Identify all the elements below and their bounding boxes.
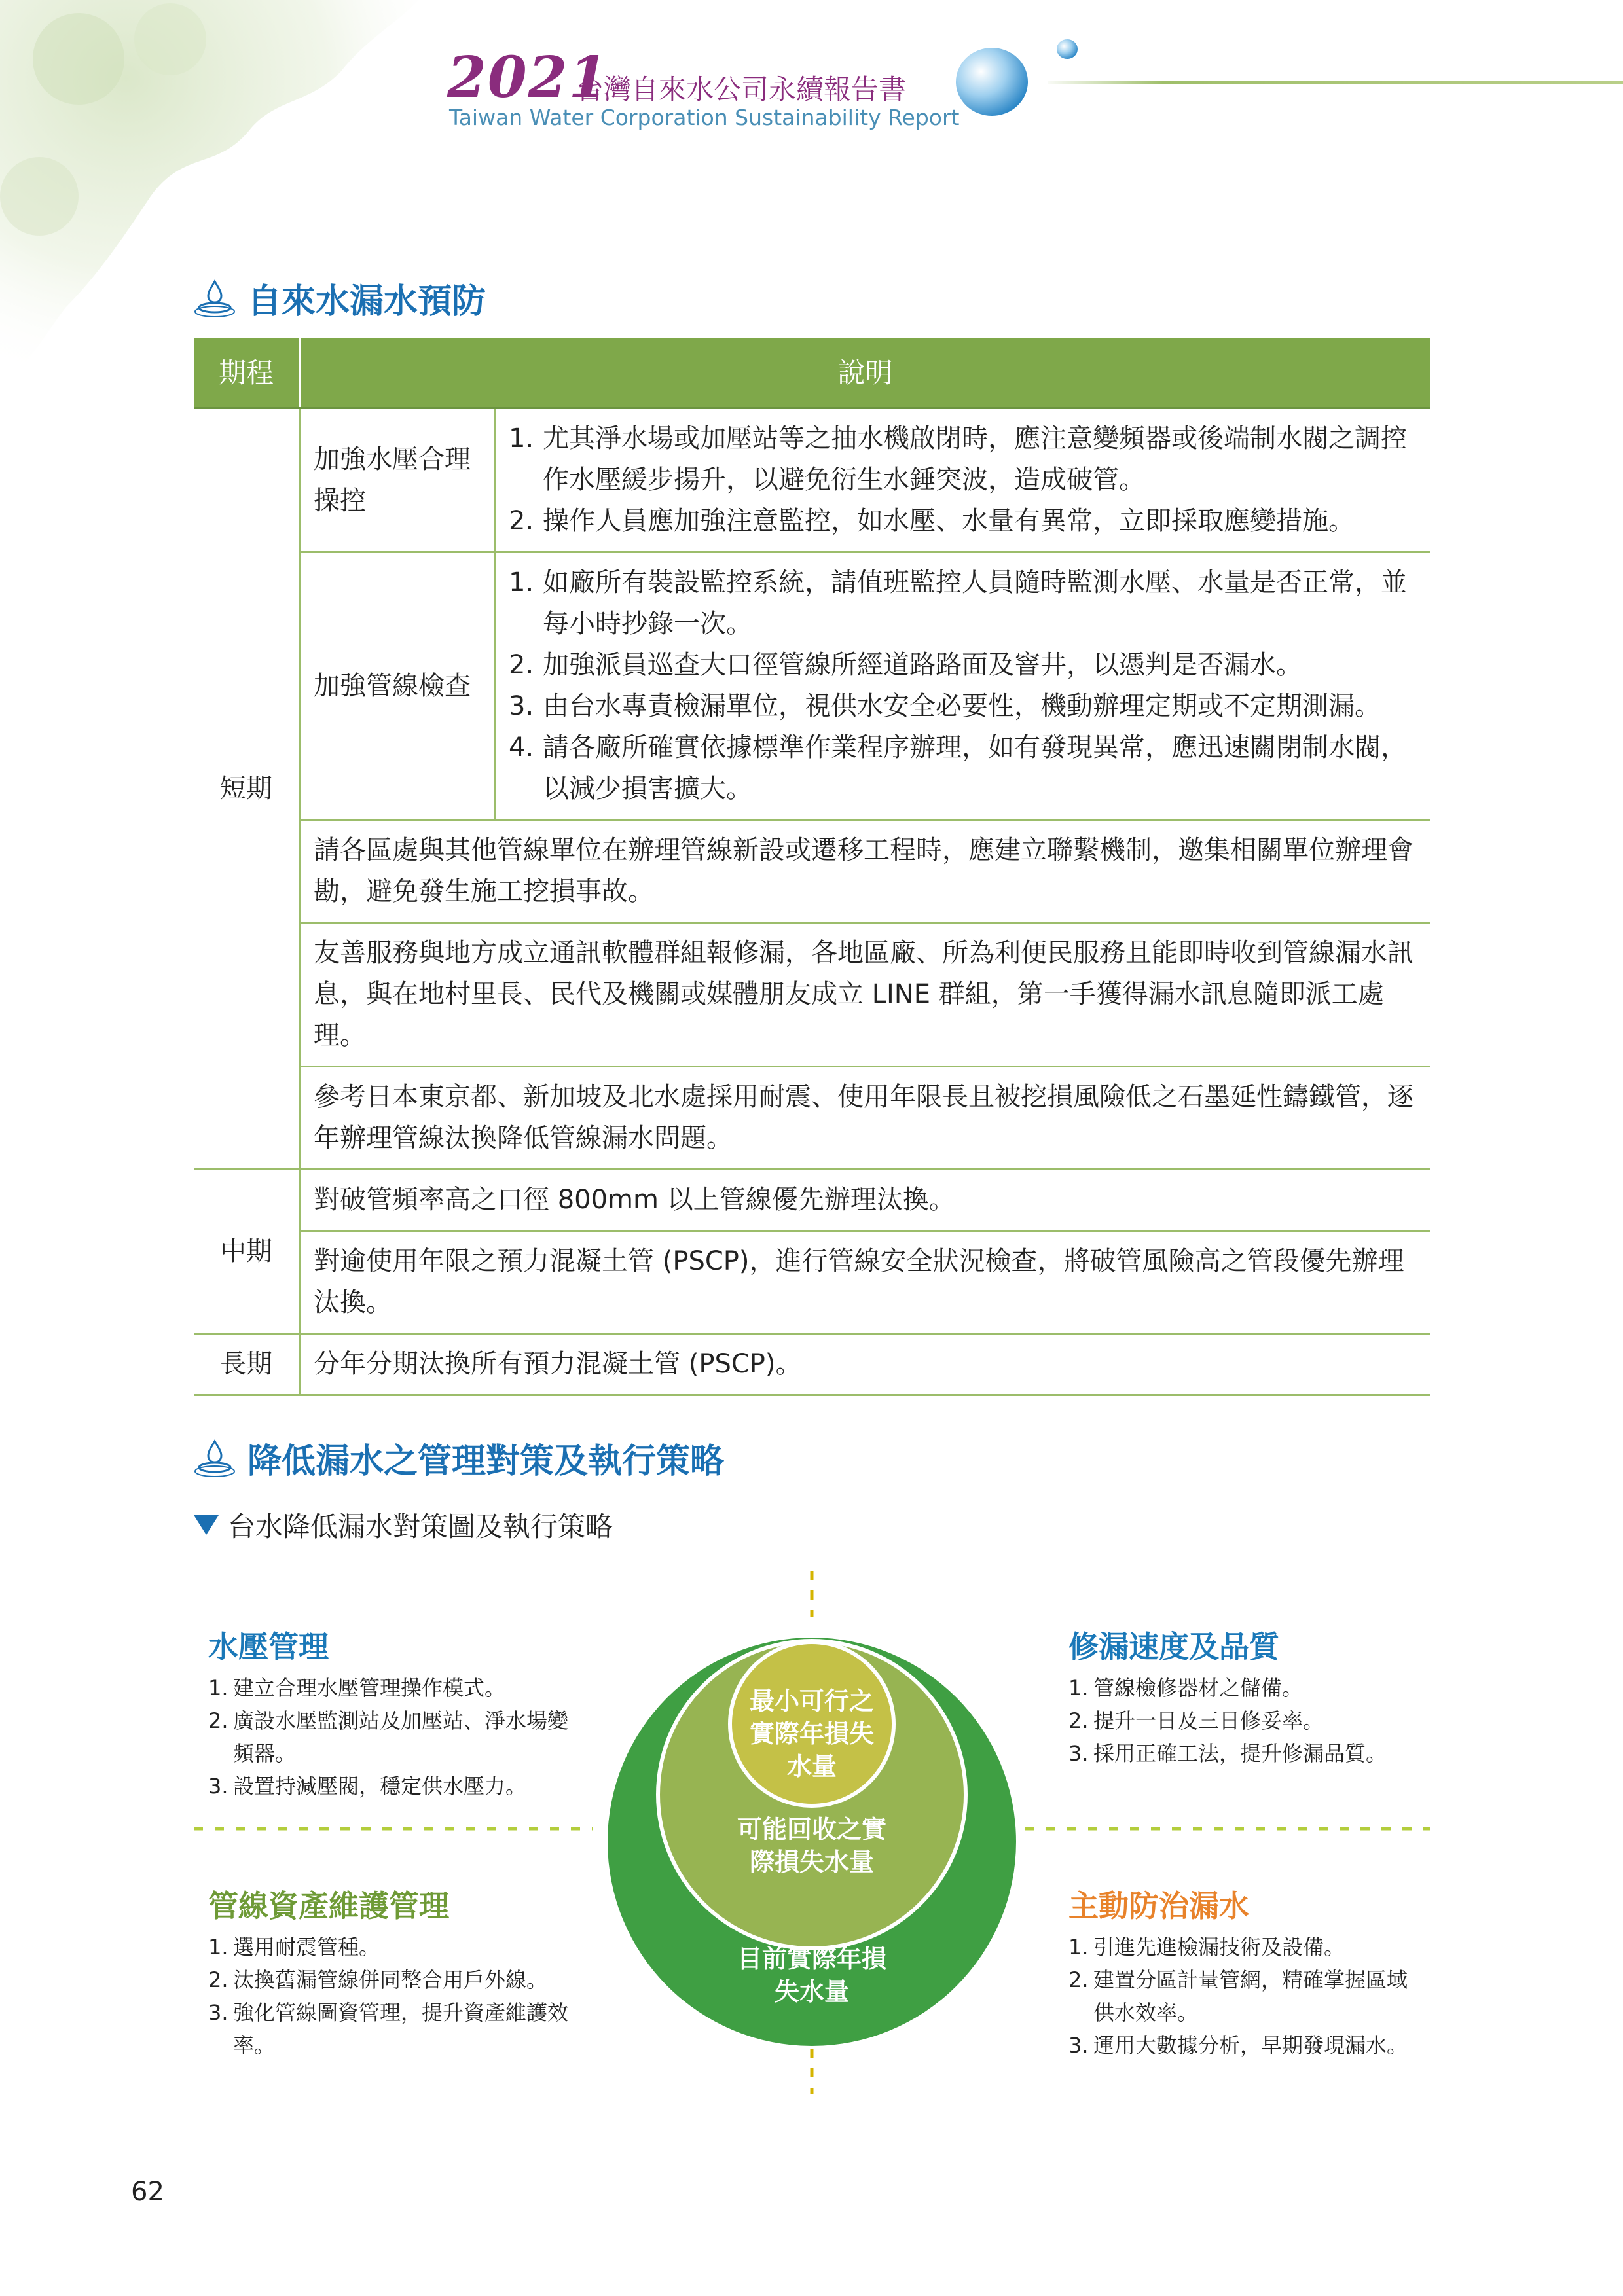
header-rule <box>1048 81 1623 84</box>
list-item: 3. 設置持減壓閥，穩定供水壓力。 <box>208 1774 527 1799</box>
inner-circle-label: 最小可行之實際年損失水量 <box>749 1687 874 1781</box>
table-row <box>194 820 1430 923</box>
list-item: 2. 操作人員應加強注意監控，如水壓、水量有異常，立即採取應變措施。 <box>509 506 1355 536</box>
block-title: 主動防治漏水 <box>1068 1888 1249 1924</box>
column-header-description: 說明 <box>300 338 1431 408</box>
sub-category-description <box>495 552 1431 820</box>
period-mid-term: 中期 <box>194 1170 300 1334</box>
active-leak-prevention <box>1068 1882 1422 2062</box>
table-row <box>194 408 1430 552</box>
list-item: 2. 加強派員巡查大口徑管線所經道路路面及窨井，以憑判是否漏水。 <box>509 650 1302 680</box>
list-item: 1. 引進先進檢漏技術及設備。 <box>1068 1935 1345 1960</box>
repair-speed-quality <box>1068 1623 1422 1770</box>
period-short-term: 短期 <box>194 408 300 1170</box>
list-item: 3. 運用大數據分析，早期發現漏水。 <box>1068 2033 1408 2058</box>
table-cell: 對逾使用年限之預力混凝土管 (PSCP)，進行管線安全狀況檢查，將破管風險高之管段優先辦理汰換。 <box>300 1231 1431 1334</box>
report-title-cn: 台灣自來水公司永續報告書 <box>576 73 907 105</box>
list-item: 3. 採用正確工法，提升修漏品質。 <box>1068 1741 1387 1766</box>
list-item: 4. 請各廠所確實依據標準作業程序辦理，如有發現異常，應迅速關閉制水閥，以減少損害擴大。 <box>509 732 1407 804</box>
block-title: 水壓管理 <box>208 1629 329 1664</box>
water-drop-decoration <box>949 33 1093 124</box>
table-row <box>194 1067 1430 1170</box>
pipeline-asset-management <box>208 1882 575 2062</box>
report-title-en: Taiwan Water Corporation Sustainability Report <box>449 105 960 130</box>
list-item: 1. 建立合理水壓管理操作模式。 <box>208 1676 506 1700</box>
block-title: 管線資產維護管理 <box>208 1888 449 1924</box>
list-item: 1. 尤其淨水場或加壓站等之抽水機啟閉時，應注意變頻器或後端制水閥之調控作水壓緩步揚升，以避免衍生水錘突波，造成破管。 <box>509 423 1407 495</box>
table-row <box>194 1231 1430 1334</box>
section-heading-management-strategy <box>194 1433 724 1482</box>
table-row <box>194 552 1430 820</box>
table-cell: 請各區處與其他管線單位在辦理管線新設或遷移工程時，應建立聯繫機制，邀集相關單位辦理會勘，避免發生施工挖損事故。 <box>300 820 1431 923</box>
section-title: 降低漏水之管理對策及執行策略 <box>247 1442 725 1481</box>
list-item: 2. 建置分區計量管網，精確掌握區域供水效率。 <box>1068 1967 1408 2025</box>
table-cell: 對破管頻率高之口徑 800mm 以上管線優先辦理汰換。 <box>300 1170 1431 1231</box>
table-cell: 友善服務與地方成立通訊軟體群組報修漏，各地區廠、所為利便民服務且能即時收到管線漏水訊息，與在地村里長、民代及機關或媒體朋友成立 LINE 群組，第一手獲得漏水訊息隨即派工處理。 <box>300 923 1431 1067</box>
list-item: 1. 管線檢修器材之儲備。 <box>1068 1676 1304 1700</box>
table-cell: 參考日本東京都、新加坡及北水處採用耐震、使用年限長且被挖損風險低之石墨延性鑄鐵管，逐年辦理管線汰換降低管線漏水問題。 <box>300 1067 1431 1170</box>
section-heading-leak-prevention <box>194 274 486 323</box>
list-item: 2. 廣設水壓監測站及加壓站、淨水場變頻器。 <box>208 1708 569 1766</box>
table-row <box>194 923 1430 1067</box>
sub-category-label: 加強水壓合理操控 <box>300 408 495 552</box>
report-year: 2021 <box>447 45 610 111</box>
page-number: 62 <box>131 2177 164 2207</box>
table-row <box>194 1170 1430 1231</box>
block-title: 修漏速度及品質 <box>1068 1629 1279 1664</box>
leak-reduction-diagram <box>194 1564 1430 2101</box>
list-item: 1. 選用耐震管種。 <box>208 1935 380 1960</box>
list-item: 2. 提升一日及三日修妥率。 <box>1068 1708 1324 1733</box>
sub-category-label: 加強管線檢查 <box>300 552 495 820</box>
leak-prevention-table <box>194 338 1430 1396</box>
list-item: 2. 汰換舊漏管線併同整合用戶外線。 <box>208 1967 548 1992</box>
middle-circle-label: 可能回收之實際損失水量 <box>737 1815 886 1876</box>
water-drop-icon <box>194 1439 236 1478</box>
table-row <box>194 1334 1430 1395</box>
list-item: 3. 由台水專責檢漏單位，視供水安全必要性，機動辦理定期或不定期測漏。 <box>509 691 1381 721</box>
list-item: 3. 強化管線圖資管理，提升資產維護效率。 <box>208 2000 569 2058</box>
triangle-icon <box>194 1515 219 1535</box>
water-drop-icon <box>194 279 236 318</box>
diagram-subtitle: 台水降低漏水對策圖及執行策略 <box>194 1505 613 1545</box>
table-cell: 分年分期汰換所有預力混凝土管 (PSCP)。 <box>300 1334 1431 1395</box>
list-item: 1. 如廠所有裝設監控系統，請值班監控人員隨時監測水壓、水量是否正常，並每小時抄錄一次。 <box>509 567 1407 639</box>
water-pressure-management <box>208 1623 575 1803</box>
period-long-term: 長期 <box>194 1334 300 1395</box>
section-title: 自來水漏水預防 <box>247 282 486 321</box>
sub-category-description <box>495 408 1431 552</box>
outer-circle-label: 目前實際年損失水量 <box>737 1945 886 2006</box>
column-header-period: 期程 <box>194 338 300 408</box>
